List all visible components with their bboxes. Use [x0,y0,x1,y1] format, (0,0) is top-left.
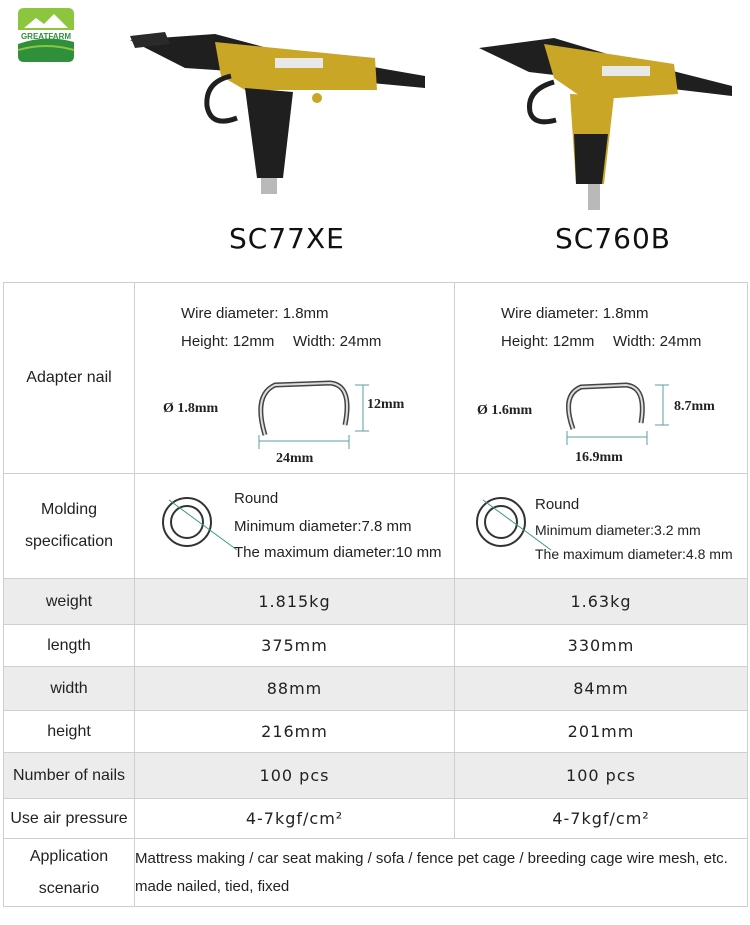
width-text: Width: 24mm [613,333,702,350]
value-sc77xe: 216mm [135,711,455,753]
row-adapter-nail [4,283,748,474]
dimension-diameter-label: Ø 1.8mm [163,401,219,416]
row-number-of-nails [4,753,748,799]
row-label-molding-line2: specification [24,533,114,550]
model-name-sc77xe: SC77XE [229,222,345,255]
row-label-molding-line1: Molding [40,501,98,518]
value-sc760b: 1.63kg [455,579,748,625]
logo-text: GREATFARM [20,32,72,41]
row-length [4,625,748,667]
row-width [4,667,748,711]
row-label: length [4,625,135,667]
molding-max-text: The maximum diameter:10 mm [234,544,442,561]
tool-image-sc77xe [125,28,435,198]
dimension-width-label: 16.9mm [575,450,623,465]
height-text: Height: 12mm [501,333,595,350]
value-sc760b: 330mm [455,625,748,667]
row-label: Use air pressure [4,799,135,839]
row-molding-specification [4,474,748,579]
row-weight [4,579,748,625]
row-label-application-line2: scenario [38,879,100,897]
height-text: Height: 12mm [181,333,275,350]
value-sc77xe: 100 pcs [135,753,455,799]
application-text-line2: made nailed, tied, fixed [135,877,290,895]
molding-min-text: Minimum diameter:3.2 mm [535,522,701,538]
row-label-application-line1: Application [29,847,109,865]
greatfarm-logo [18,8,74,62]
width-text: Width: 24mm [293,333,382,350]
spec-table [3,282,748,907]
value-sc77xe: 375mm [135,625,455,667]
row-height [4,711,748,753]
row-label: weight [4,579,135,625]
staple-diagram [245,375,385,455]
molding-min-text: Minimum diameter:7.8 mm [234,518,412,535]
row-application-scenario [4,839,748,907]
molding-shape-text: Round [535,496,580,513]
value-sc77xe: 1.815kg [135,579,455,625]
value-sc77xe: 4-7kgf/cm² [135,799,455,839]
value-sc760b: 100 pcs [455,753,748,799]
row-label: height [4,711,135,753]
wire-diameter-text: Wire diameter: 1.8mm [181,305,329,322]
value-sc760b: 201mm [455,711,748,753]
dimension-height-label: 8.7mm [674,399,715,414]
row-label: Number of nails [4,753,135,799]
wire-diameter-text: Wire diameter: 1.8mm [501,305,649,322]
dimension-diameter-label: Ø 1.6mm [477,403,533,418]
row-label-adapter-nail: Adapter nail [4,283,135,474]
value-sc77xe: 88mm [135,667,455,711]
row-use-air-pressure [4,799,748,839]
dimension-height-label: 12mm [367,397,405,412]
molding-max-text: The maximum diameter:4.8 mm [535,546,733,562]
dimension-width-label: 24mm [276,451,314,466]
row-label: width [4,667,135,711]
application-text-line1: Mattress making / car seat making / sofa / fence pet cage / breeding cage wire mesh, etc. [135,849,728,867]
tool-image-sc760b [474,34,739,214]
molding-shape-text: Round [234,490,279,507]
value-sc760b: 4-7kgf/cm² [455,799,748,839]
value-sc760b: 84mm [455,667,748,711]
model-name-sc760b: SC760B [555,222,671,255]
staple-diagram [551,379,681,455]
